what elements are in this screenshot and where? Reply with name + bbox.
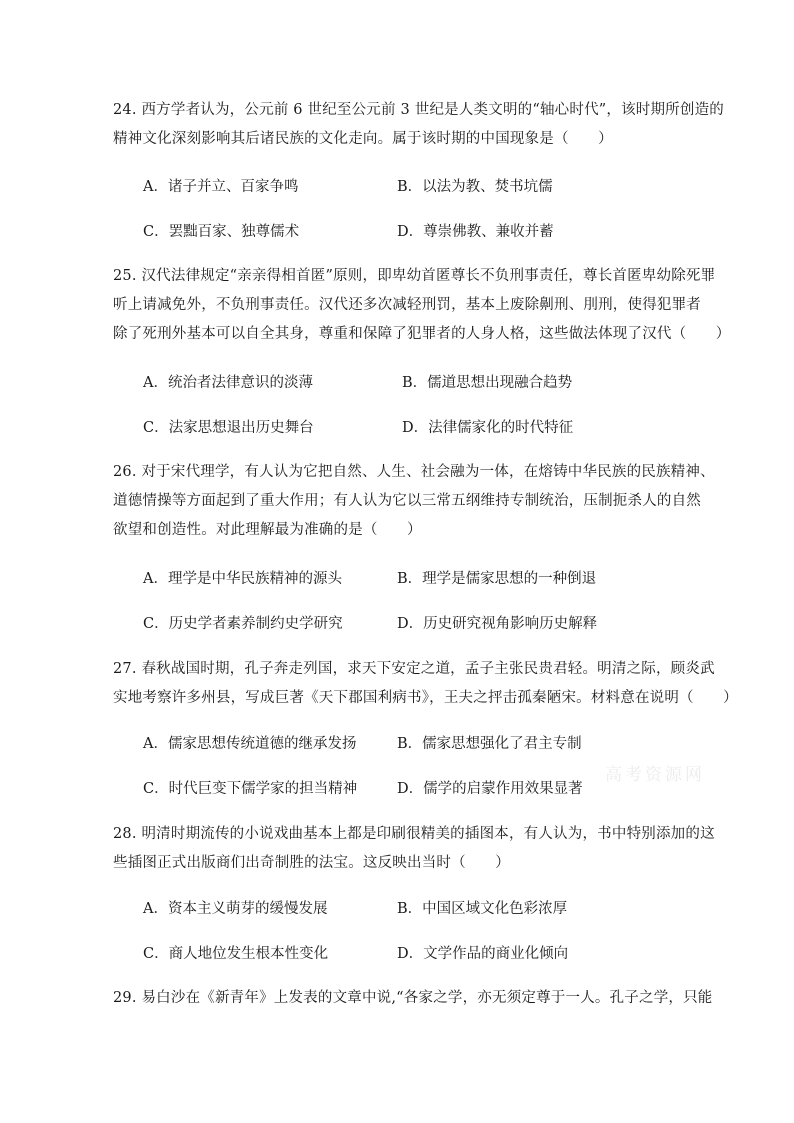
option-c: C．时代巨变下儒学家的担当精神 [143,781,358,797]
option-a: A．儒家思想传统道德的继承发扬 [143,736,357,752]
question-text-line: 听上请减免外，不负刑事责任。汉代还多次减轻刑罚，基本上废除劓刑、刖刑，使得犯罪者 [113,297,701,313]
question-text-line: 些插图正式出版商们出奇制胜的法宝。这反映出当时（ ） [113,855,510,871]
option-b: B．以法为教、焚书坑儒 [397,179,553,195]
question-text-line: 精神文化深刻影响其后诸民族的文化走向。属于该时期的中国现象是（ ） [113,131,613,147]
question-29 [113,984,713,1013]
option-b: B．儒道思想出现融合趋势 [402,375,573,391]
question-text-line: 道德情操等方面起到了重大作用；有人认为它以三常五纲维持专制统治，压制扼杀人的自然 [113,493,701,509]
question-26 [113,458,715,545]
option-a: A．资本主义萌芽的缓慢发展 [143,901,328,917]
option-b: B．理学是儒家思想的一种倒退 [397,571,597,587]
question-25 [113,262,731,349]
question-text-line: 除了死刑外基本可以自全其身，尊重和保障了犯罪者的人身人格，这些做法体现了汉代（ ） [113,326,731,342]
option-c: C．商人地位发生根本性变化 [143,946,329,962]
option-c: C．法家思想退出历史舞台 [143,420,314,436]
watermark: 高考资源网 [605,765,705,785]
question-text-line: 26. 对于宋代理学，有人认为它把自然、人生、社会融为一体，在熔铸中华民族的民族精神、 [113,464,715,480]
question-24 [113,96,724,154]
question-text-line: 29. 易白沙在《新青年》上发表的文章中说,“各家之学，亦无须定尊于一人。孔子之学，只能 [113,990,713,1006]
option-a: A．诸子并立、百家争鸣 [143,179,299,195]
option-d: D．历史研究视角影响历史解释 [397,616,598,632]
question-text-line: 实地考察许多州县，写成巨著《天下郡国利病书》，王夫之抨击孤秦陋宋。材料意在说明（ ） [113,690,738,706]
option-d: D．儒学的启蒙作用效果显著 [397,781,583,797]
option-b: B．儒家思想强化了君主专制 [397,736,582,752]
question-text-line: 欲望和创造性。对此理解最为准确的是（ ） [113,522,422,538]
question-text-line: 25. 汉代法律规定“亲亲得相首匿”原则，即卑幼首匿尊长不负刑事责任，尊长首匿卑幼除死罪 [113,268,716,284]
option-a: A．理学是中华民族精神的源头 [143,571,342,587]
question-27 [113,655,738,713]
question-28 [113,820,715,878]
option-d: D．法律儒家化的时代特征 [402,420,574,436]
option-b: B．中国区域文化色彩浓厚 [397,901,568,917]
option-c: C．历史学者素养制约史学研究 [143,616,343,632]
question-text-line: 28. 明清时期流传的小说戏曲基本上都是印刷很精美的插图本，有人认为，书中特别添加的这 [113,826,715,842]
question-text-line: 24. 西方学者认为，公元前 6 世纪至公元前 3 世纪是人类文明的“轴心时代”，该时期所创造的 [113,102,724,118]
option-c: C．罢黜百家、独尊儒术 [143,224,300,240]
option-d: D．尊崇佛教、兼收并蓄 [397,224,554,240]
option-a: A．统治者法律意识的淡薄 [143,375,313,391]
option-d: D．文学作品的商业化倾向 [397,946,569,962]
question-text-line: 27. 春秋战国时期，孔子奔走列国，求天下安定之道，孟子主张民贵君轻。明清之际，顾炎武 [113,661,715,677]
